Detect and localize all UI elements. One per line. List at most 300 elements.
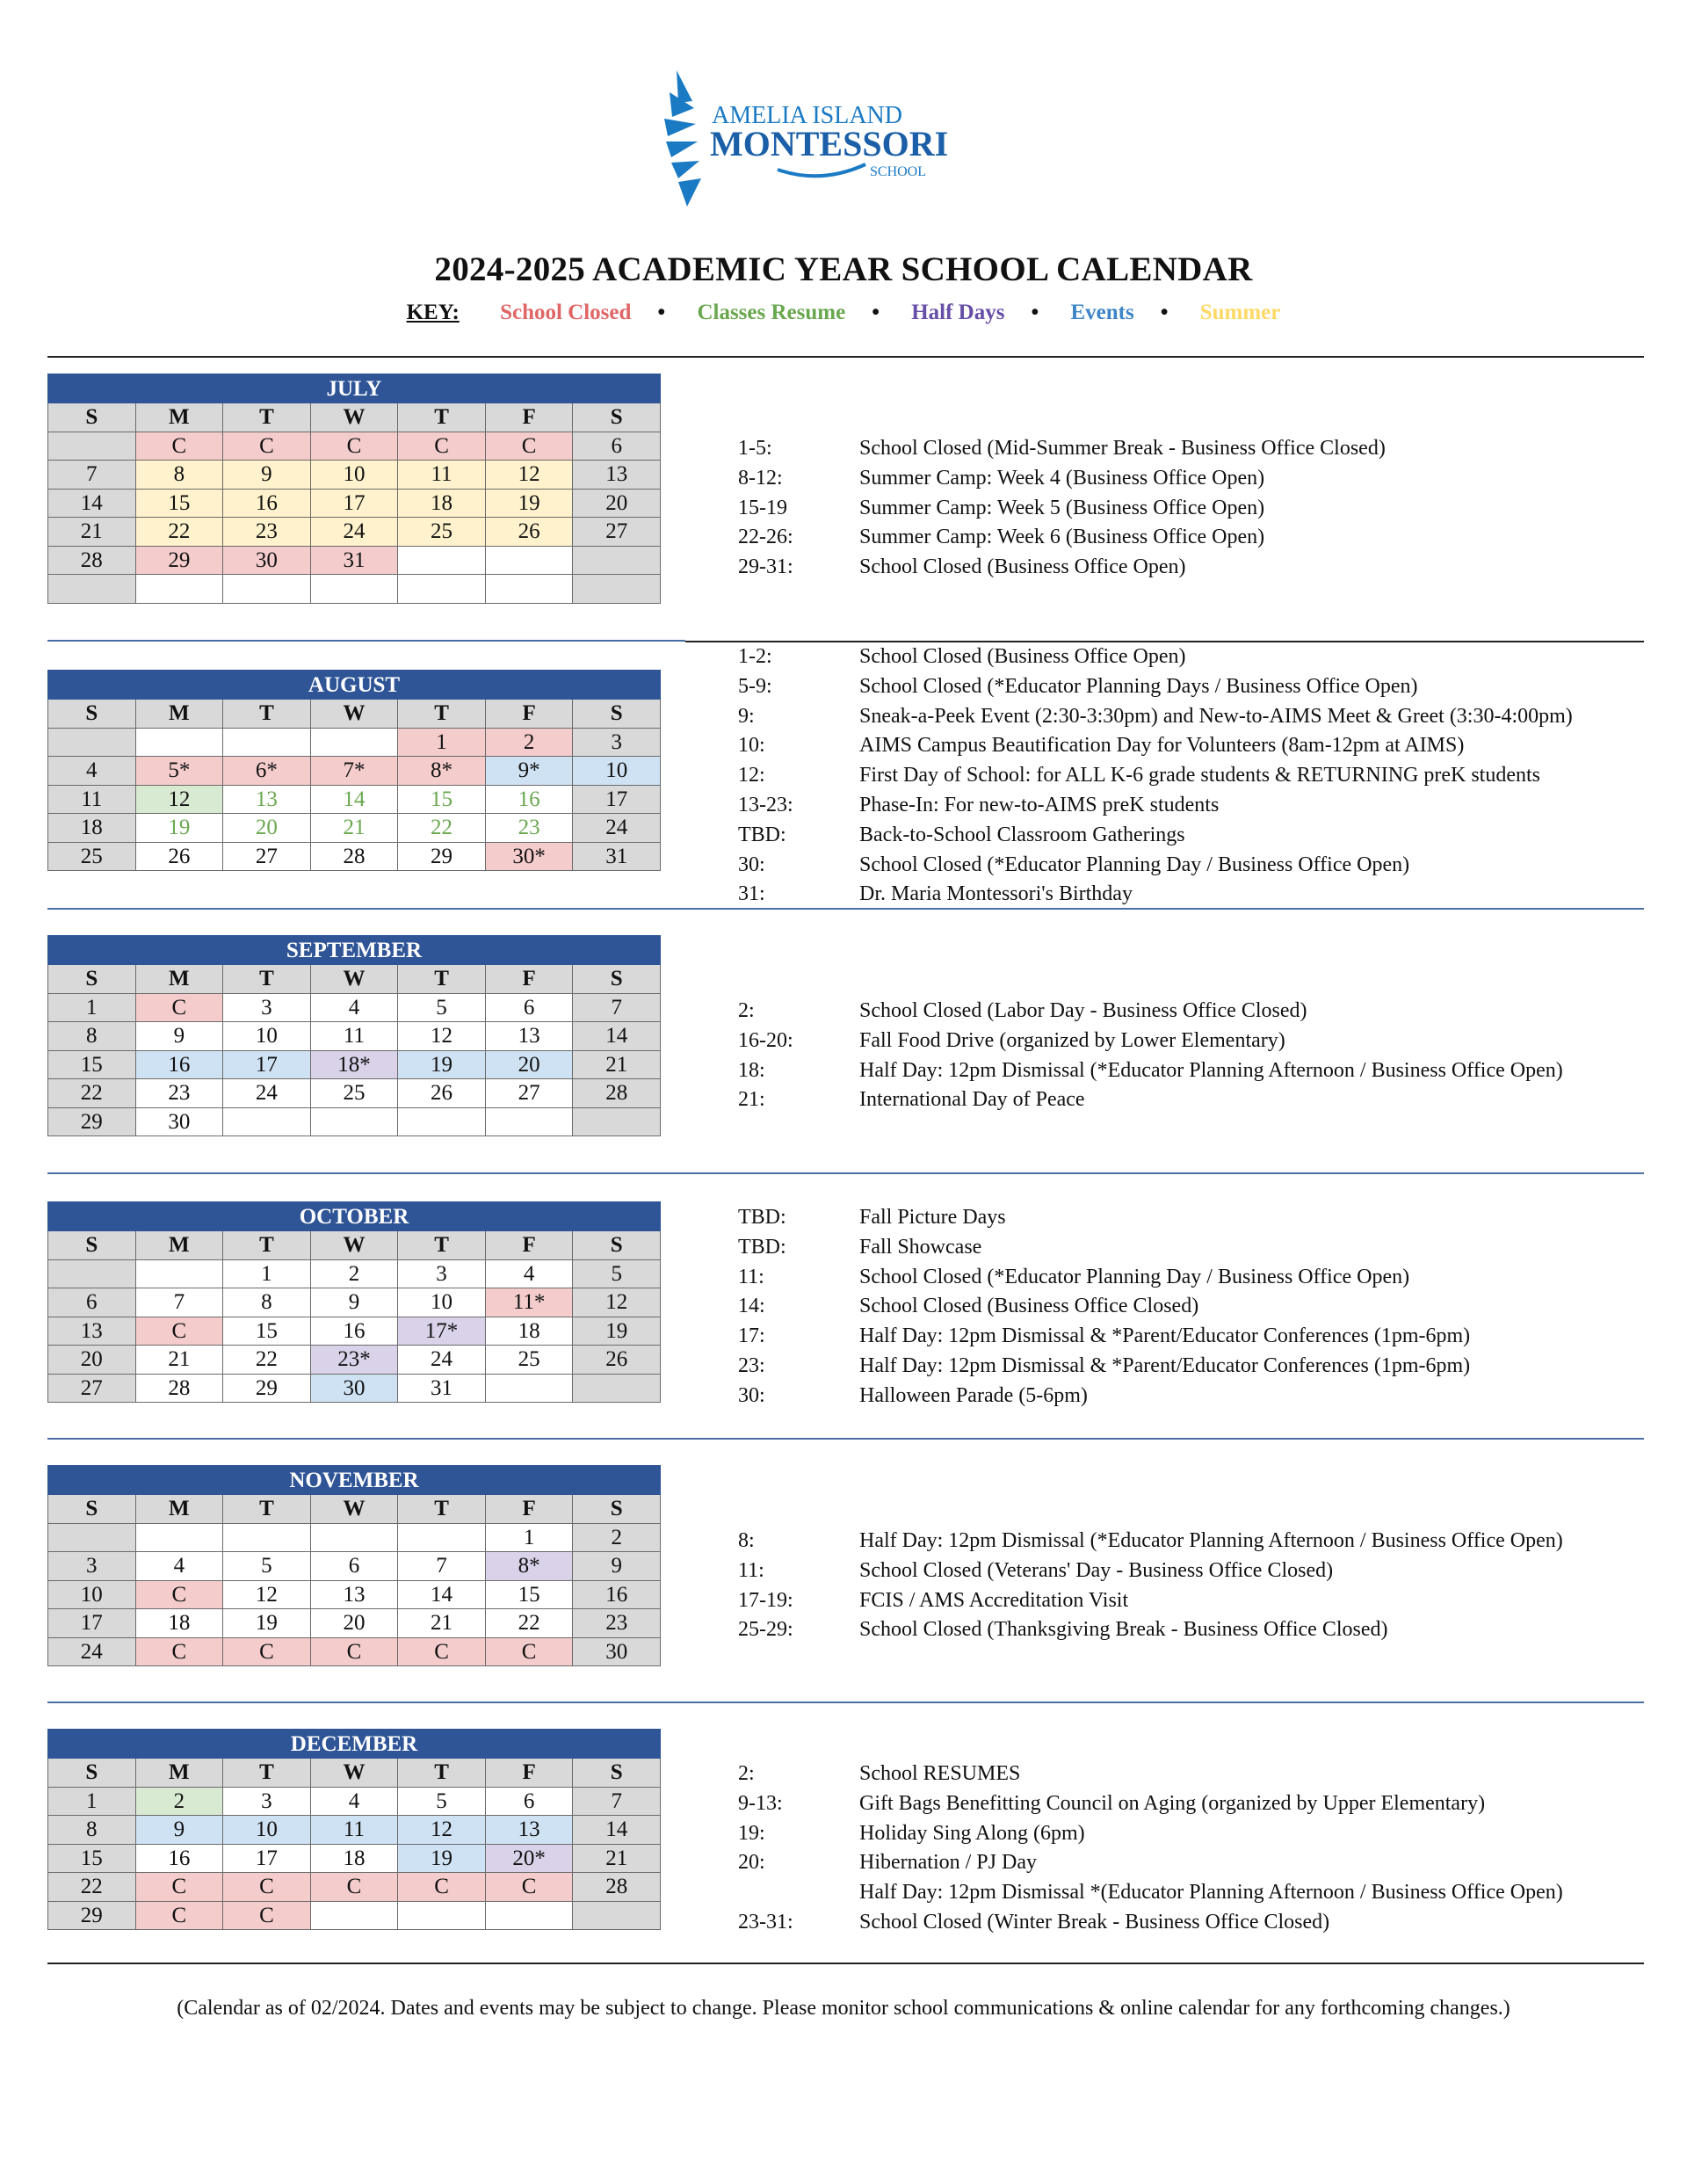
day-cell: 2 — [573, 1523, 661, 1552]
day-cell — [485, 1107, 573, 1136]
day-cell: 9 — [135, 1816, 223, 1845]
day-cell: 25 — [48, 842, 136, 871]
day-cell: 12 — [573, 1288, 661, 1317]
day-cell: C — [223, 1873, 311, 1902]
event-item — [738, 1760, 1669, 1789]
divider — [47, 1438, 1644, 1440]
event-item — [738, 1027, 1669, 1056]
month-name: DECEMBER — [48, 1730, 661, 1759]
day-cell — [135, 728, 223, 757]
week-row — [48, 489, 661, 518]
event-date: 9-13: — [738, 1791, 783, 1815]
day-of-week-header: W — [310, 1495, 398, 1524]
day-cell: 12 — [398, 1022, 486, 1051]
day-cell — [135, 1523, 223, 1552]
day-cell: 7 — [135, 1288, 223, 1317]
event-date: TBD: — [738, 1235, 786, 1259]
day-cell — [573, 1374, 661, 1403]
events-july — [738, 434, 1669, 583]
day-cell — [48, 1523, 136, 1552]
day-cell: 24 — [223, 1079, 311, 1108]
week-row — [48, 546, 661, 575]
day-cell: 16 — [223, 489, 311, 518]
day-cell: 17 — [310, 489, 398, 518]
day-cell: 29 — [48, 1901, 136, 1930]
day-cell: 18 — [135, 1609, 223, 1638]
day-of-week-header: S — [48, 403, 136, 432]
event-item — [738, 1848, 1669, 1878]
event-item — [738, 1556, 1669, 1586]
day-cell: 15 — [135, 489, 223, 518]
day-cell: 29 — [223, 1374, 311, 1403]
week-row — [48, 1873, 661, 1902]
day-cell — [310, 575, 398, 604]
week-row — [48, 1580, 661, 1609]
day-cell: C — [135, 1637, 223, 1666]
day-cell: 6 — [485, 993, 573, 1022]
event-date: 29-31: — [738, 555, 793, 579]
day-cell: 30 — [310, 1374, 398, 1403]
event-description: Half Day: 12pm Dismissal (*Educator Planning Afternoon / Business Office Open) — [859, 1529, 1563, 1552]
event-description: School Closed (Business Office Open) — [859, 645, 1186, 668]
day-cell: 16 — [135, 1050, 223, 1079]
day-cell: 16 — [485, 785, 573, 814]
day-cell: 24 — [48, 1637, 136, 1666]
day-of-week-header: S — [573, 1495, 661, 1524]
day-cell: 9 — [310, 1288, 398, 1317]
day-cell: 22 — [485, 1609, 573, 1638]
event-item — [738, 880, 1669, 910]
divider — [47, 356, 1644, 358]
day-cell: 12 — [398, 1816, 486, 1845]
event-description: Fall Food Drive (organized by Lower Elementary) — [859, 1028, 1285, 1052]
event-description: School Closed (*Educator Planning Day / Business Office Open) — [859, 1265, 1410, 1288]
day-of-week-header: S — [48, 1495, 136, 1524]
day-of-week-header: W — [310, 700, 398, 729]
day-cell: 20 — [48, 1346, 136, 1375]
day-cell: 15 — [48, 1050, 136, 1079]
day-cell: 4 — [310, 993, 398, 1022]
day-cell: 31 — [398, 1374, 486, 1403]
day-cell: 3 — [573, 728, 661, 757]
event-description: Phase-In: For new-to-AIMS preK students — [859, 793, 1220, 816]
event-item — [738, 1203, 1669, 1233]
day-cell: 28 — [573, 1873, 661, 1902]
event-description: Dr. Maria Montessori's Birthday — [859, 882, 1133, 906]
event-description: Half Day: 12pm Dismissal *(Educator Planning Afternoon / Business Office Open) — [859, 1881, 1563, 1905]
event-description: School Closed (Veterans' Day - Business Office Closed) — [859, 1558, 1334, 1582]
event-date: 16-20: — [738, 1028, 793, 1052]
week-row — [48, 518, 661, 547]
event-item — [738, 1322, 1669, 1352]
day-cell — [398, 1901, 486, 1930]
day-cell: 29 — [48, 1107, 136, 1136]
week-row — [48, 785, 661, 814]
week-row — [48, 1637, 661, 1666]
day-cell: 12 — [223, 1580, 311, 1609]
day-cell: 17 — [223, 1844, 311, 1873]
week-row — [48, 757, 661, 786]
logo-line3: SCHOOL — [870, 164, 927, 179]
key-summer: Summer — [1199, 301, 1281, 324]
day-of-week-header: F — [485, 1231, 573, 1260]
calendar-october — [47, 1201, 661, 1403]
day-cell: 15 — [223, 1317, 311, 1346]
divider — [47, 1963, 1644, 1964]
day-cell: 9 — [223, 461, 311, 490]
day-cell: 28 — [48, 546, 136, 575]
day-cell: 19 — [223, 1609, 311, 1638]
day-cell: 19 — [485, 489, 573, 518]
day-cell: 6* — [223, 757, 311, 786]
day-of-week-header: M — [135, 700, 223, 729]
event-description: School Closed (Winter Break - Business Office Closed) — [859, 1910, 1330, 1934]
day-cell: 4 — [310, 1787, 398, 1816]
day-cell: 10 — [398, 1288, 486, 1317]
day-cell — [573, 1107, 661, 1136]
week-row — [48, 814, 661, 843]
day-cell: 10 — [48, 1580, 136, 1609]
day-cell: 13 — [485, 1022, 573, 1051]
day-cell — [398, 1523, 486, 1552]
day-cell: 22 — [48, 1079, 136, 1108]
day-of-week-header: S — [573, 965, 661, 994]
day-cell: 20 — [573, 489, 661, 518]
day-cell: 24 — [310, 518, 398, 547]
day-cell: 20 — [485, 1050, 573, 1079]
event-item — [738, 1292, 1669, 1322]
day-cell: C — [485, 432, 573, 461]
day-cell: 22 — [48, 1873, 136, 1902]
event-date: 25-29: — [738, 1618, 793, 1642]
calendar-september — [47, 935, 661, 1136]
day-cell: 20 — [310, 1609, 398, 1638]
day-cell: 23* — [310, 1346, 398, 1375]
day-of-week-header: S — [573, 1759, 661, 1788]
event-item — [738, 1056, 1669, 1086]
week-row — [48, 432, 661, 461]
calendar-december — [47, 1729, 661, 1930]
events-august — [738, 642, 1669, 910]
week-row — [48, 1259, 661, 1288]
day-of-week-header: W — [310, 1759, 398, 1788]
day-cell: 29 — [135, 546, 223, 575]
event-description: Fall Showcase — [859, 1235, 982, 1259]
day-cell: 5 — [398, 993, 486, 1022]
event-description: School Closed (*Educator Planning Day / Business Office Open) — [859, 853, 1410, 876]
event-date: 13-23: — [738, 793, 793, 816]
day-cell: 9 — [573, 1552, 661, 1581]
day-cell: 16 — [310, 1317, 398, 1346]
event-item — [738, 642, 1669, 672]
day-cell: 10 — [223, 1816, 311, 1845]
day-cell — [310, 728, 398, 757]
day-cell: 21 — [573, 1050, 661, 1079]
day-cell — [573, 1901, 661, 1930]
day-cell: 29 — [398, 842, 486, 871]
day-of-week-header: T — [398, 700, 486, 729]
event-description: School Closed (Thanksgiving Break - Business Office Closed) — [859, 1618, 1388, 1642]
month-name: JULY — [48, 374, 661, 403]
day-cell: 7 — [573, 993, 661, 1022]
day-of-week-header: M — [135, 403, 223, 432]
day-of-week-header: T — [223, 700, 311, 729]
calendar-august — [47, 670, 661, 871]
day-of-week-header: T — [223, 1759, 311, 1788]
month-name: OCTOBER — [48, 1202, 661, 1231]
day-of-week-header: M — [135, 1759, 223, 1788]
event-item — [738, 672, 1669, 702]
day-cell: 8 — [223, 1288, 311, 1317]
event-item — [738, 1263, 1669, 1293]
day-cell: 14 — [310, 785, 398, 814]
event-item — [738, 821, 1669, 851]
event-date: 23-31: — [738, 1910, 793, 1934]
day-cell: 2 — [485, 728, 573, 757]
day-cell: 8* — [485, 1552, 573, 1581]
day-cell: 10 — [573, 757, 661, 786]
day-cell: 13 — [310, 1580, 398, 1609]
day-cell: 1 — [48, 1787, 136, 1816]
day-cell: 2 — [310, 1259, 398, 1288]
event-item — [738, 702, 1669, 732]
week-row — [48, 1609, 661, 1638]
week-row — [48, 461, 661, 490]
event-item — [738, 997, 1669, 1027]
day-cell: 30 — [223, 546, 311, 575]
event-date: 20: — [738, 1851, 765, 1875]
logo-line1: AMELIA ISLAND — [712, 102, 902, 129]
day-cell — [135, 1259, 223, 1288]
event-item — [738, 1819, 1669, 1849]
day-cell: 15 — [48, 1844, 136, 1873]
school-logo — [624, 66, 958, 215]
event-date: 17: — [738, 1324, 765, 1348]
day-cell: 10 — [223, 1022, 311, 1051]
key-events: Events — [1070, 301, 1134, 324]
event-description: Half Day: 12pm Dismissal (*Educator Planning Afternoon / Business Office Open) — [859, 1058, 1563, 1082]
day-of-week-header: T — [223, 403, 311, 432]
event-item — [738, 1382, 1669, 1411]
event-description: Summer Camp: Week 5 (Business Office Open) — [859, 496, 1265, 519]
week-row — [48, 728, 661, 757]
event-item — [738, 731, 1669, 761]
event-item — [738, 1615, 1669, 1645]
day-cell: 26 — [135, 842, 223, 871]
day-cell: 9* — [485, 757, 573, 786]
day-cell: 30* — [485, 842, 573, 871]
events-october — [738, 1203, 1669, 1411]
day-cell: 14 — [573, 1022, 661, 1051]
day-cell: 1 — [485, 1523, 573, 1552]
divider — [47, 1172, 1644, 1174]
day-cell: 7 — [573, 1787, 661, 1816]
day-cell: 21 — [135, 1346, 223, 1375]
week-row — [48, 1552, 661, 1581]
week-row — [48, 1317, 661, 1346]
day-cell: 23 — [223, 518, 311, 547]
day-cell: 27 — [48, 1374, 136, 1403]
day-cell: 6 — [573, 432, 661, 461]
month-name: AUGUST — [48, 671, 661, 700]
week-row — [48, 1022, 661, 1051]
event-description: FCIS / AMS Accreditation Visit — [859, 1588, 1129, 1612]
day-cell: 16 — [135, 1844, 223, 1873]
day-cell: 23 — [573, 1609, 661, 1638]
week-row — [48, 1901, 661, 1930]
day-cell — [223, 575, 311, 604]
month-name: NOVEMBER — [48, 1466, 661, 1495]
day-cell: 24 — [398, 1346, 486, 1375]
day-of-week-header: S — [48, 965, 136, 994]
day-cell: 13 — [223, 785, 311, 814]
event-item — [738, 1878, 1669, 1908]
event-date: 23: — [738, 1353, 765, 1377]
day-cell: 21 — [310, 814, 398, 843]
event-item — [738, 1586, 1669, 1616]
event-item — [738, 553, 1669, 583]
day-cell: 25 — [398, 518, 486, 547]
week-row — [48, 1523, 661, 1552]
day-cell: 6 — [485, 1787, 573, 1816]
day-cell: 25 — [310, 1079, 398, 1108]
event-item — [738, 1527, 1669, 1556]
day-of-week-header: S — [573, 403, 661, 432]
day-cell: 31 — [310, 546, 398, 575]
day-cell: 17 — [223, 1050, 311, 1079]
day-cell: 24 — [573, 814, 661, 843]
day-cell — [223, 1523, 311, 1552]
event-date: 22-26: — [738, 526, 793, 549]
event-description: School Closed (*Educator Planning Days / Business Office Open) — [859, 674, 1418, 698]
event-description: Summer Camp: Week 6 (Business Office Open) — [859, 526, 1265, 549]
day-cell: 20 — [223, 814, 311, 843]
day-cell: 16 — [573, 1580, 661, 1609]
day-cell: C — [223, 1637, 311, 1666]
event-description: Hibernation / PJ Day — [859, 1851, 1037, 1875]
day-cell: C — [310, 1873, 398, 1902]
day-cell: 2 — [135, 1787, 223, 1816]
day-cell: 26 — [485, 518, 573, 547]
day-of-week-header: T — [398, 1495, 486, 1524]
events-september — [738, 997, 1669, 1115]
event-date: 2: — [738, 999, 755, 1022]
event-description: International Day of Peace — [859, 1088, 1085, 1112]
day-cell: C — [398, 1637, 486, 1666]
day-cell: C — [135, 1580, 223, 1609]
week-row — [48, 1050, 661, 1079]
day-cell: 17* — [398, 1317, 486, 1346]
day-of-week-header: F — [485, 1495, 573, 1524]
day-of-week-header: T — [223, 1495, 311, 1524]
event-date: 18: — [738, 1058, 765, 1082]
event-description: School RESUMES — [859, 1762, 1021, 1785]
key-label: KEY: — [406, 301, 460, 324]
day-of-week-header: F — [485, 965, 573, 994]
day-cell: 7 — [398, 1552, 486, 1581]
day-cell: 27 — [485, 1079, 573, 1108]
day-of-week-header: F — [485, 403, 573, 432]
day-cell: 10 — [310, 461, 398, 490]
day-cell — [398, 575, 486, 604]
event-date: 8: — [738, 1529, 755, 1552]
event-description: Sneak-a-Peek Event (2:30-3:30pm) and New-to-AIMS Meet & Greet (3:30-4:00pm) — [859, 704, 1573, 728]
event-description: Halloween Parade (5-6pm) — [859, 1383, 1088, 1407]
day-of-week-header: W — [310, 1231, 398, 1260]
event-description: School Closed (Mid-Summer Break - Business Office Closed) — [859, 437, 1386, 460]
day-cell — [48, 1259, 136, 1288]
day-cell: 31 — [573, 842, 661, 871]
day-cell — [485, 1901, 573, 1930]
event-description: AIMS Campus Beautification Day for Volunteers (8am-12pm at AIMS) — [859, 734, 1465, 758]
day-cell: 6 — [48, 1288, 136, 1317]
day-cell — [573, 546, 661, 575]
event-description: Gift Bags Benefitting Council on Aging (organized by Upper Elementary) — [859, 1791, 1486, 1815]
event-date: 19: — [738, 1821, 765, 1845]
day-cell: C — [135, 1873, 223, 1902]
key-half-days: Half Days — [911, 301, 1005, 324]
day-cell: 9 — [135, 1022, 223, 1051]
day-cell: 19 — [398, 1050, 486, 1079]
event-date: 30: — [738, 1383, 765, 1407]
event-item — [738, 494, 1669, 524]
calendar-july — [47, 374, 661, 604]
week-row — [48, 1844, 661, 1873]
day-of-week-header: W — [310, 403, 398, 432]
day-cell: 27 — [223, 842, 311, 871]
color-key: KEY: School Closed • Classes Resume • Half Days • Events • Summer — [406, 301, 1281, 324]
day-of-week-header: W — [310, 965, 398, 994]
day-of-week-header: T — [398, 1231, 486, 1260]
day-cell: 7 — [48, 461, 136, 490]
day-cell: 4 — [485, 1259, 573, 1288]
day-cell: 5 — [398, 1787, 486, 1816]
day-of-week-header: M — [135, 965, 223, 994]
event-date: TBD: — [738, 1206, 786, 1229]
day-of-week-header: F — [485, 1759, 573, 1788]
event-item — [738, 1352, 1669, 1382]
day-cell: C — [135, 993, 223, 1022]
day-cell: C — [223, 432, 311, 461]
day-cell: 14 — [48, 489, 136, 518]
event-item — [738, 761, 1669, 791]
day-cell: 21 — [573, 1844, 661, 1873]
divider — [47, 640, 685, 642]
day-cell: 12 — [485, 461, 573, 490]
day-cell: 22 — [398, 814, 486, 843]
day-cell: 6 — [310, 1552, 398, 1581]
day-cell: 11 — [398, 461, 486, 490]
day-cell — [485, 575, 573, 604]
day-cell: 12 — [135, 785, 223, 814]
event-description: Half Day: 12pm Dismissal & *Parent/Educator Conferences (1pm-6pm) — [859, 1353, 1471, 1377]
day-cell: 13 — [485, 1816, 573, 1845]
day-cell: C — [223, 1901, 311, 1930]
day-cell: 23 — [135, 1079, 223, 1108]
month-name: SEPTEMBER — [48, 936, 661, 965]
day-cell — [485, 546, 573, 575]
day-cell: 30 — [135, 1107, 223, 1136]
week-row — [48, 1079, 661, 1108]
day-cell: 8* — [398, 757, 486, 786]
events-december — [738, 1760, 1669, 1938]
page-title: 2024-2025 ACADEMIC YEAR SCHOOL CALENDAR — [434, 250, 1253, 288]
day-cell: 5* — [135, 757, 223, 786]
event-date: 2: — [738, 1762, 755, 1785]
day-cell: C — [398, 432, 486, 461]
day-cell: 22 — [223, 1346, 311, 1375]
day-cell: 26 — [398, 1079, 486, 1108]
